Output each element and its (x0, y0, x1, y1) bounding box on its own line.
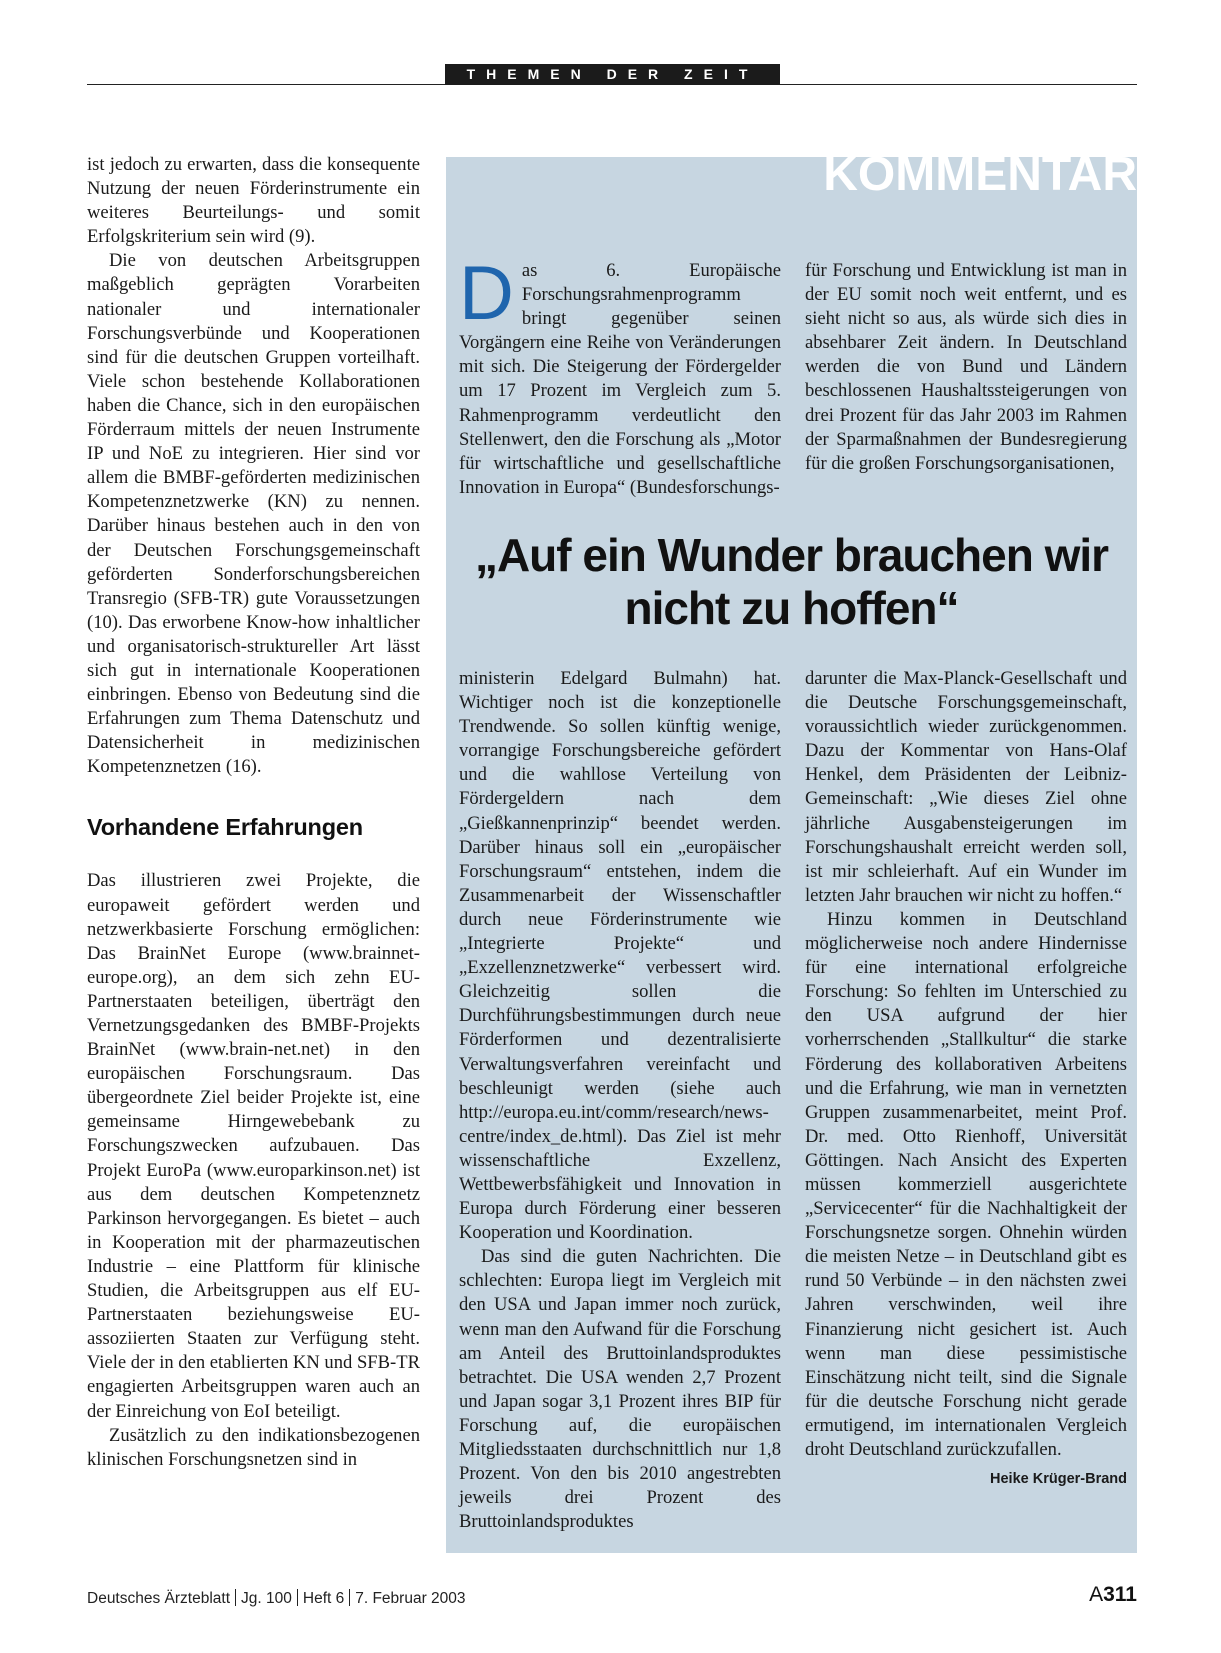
comment-paragraph-text: Hinzu kommen in Deutschland möglicherweise noch andere Hindernisse für eine international erfolgreiche Forschung: So fehlten im Unterschied zu den USA aufgrund der hier vorherrschenden „Stallkultur“ die starke Förderung des kollaborativen Arbeitens und die Erfahrung, wie man in vernetzten Gruppen zusammenarbeitet, meint Prof. Dr. med. Otto Rienhoff, Universität Göttingen. Nach Ansicht des Experten müssen kommerziell ausgerichtete „Servicecenter“ für die Nachhaltigkeit der Forschungsnetze sorgen. Ohnehin würden die meisten Netze – in Deutschland gibt es rund 50 Verbünde – in den nächsten zwei Jahren verschwinden, weil ihre Finanzierung nicht gesichert ist. Auch wenn man diese pessimistische Einschätzung nicht teilt, sind die Signale für die deutsche Forschung nicht gerade ermutigend, im internationalen Vergleich droht Deutschland zurückzufallen. (805, 908, 1127, 1460)
comment-column-4 (805, 667, 1127, 1491)
headline-line-2: nicht zu hoffen“ (624, 582, 959, 634)
journal-name: Deutsches Ärzteblatt (87, 1590, 231, 1607)
footer-separator (297, 1589, 298, 1606)
comment-paragraph (805, 908, 1127, 1488)
author-signature: Heike Krüger-Brand (990, 1471, 1127, 1488)
page-footer (87, 1589, 466, 1608)
journal-volume: Jg. 100 (241, 1590, 292, 1607)
comment-column-3 (459, 667, 781, 1534)
body-paragraph: Zusätzlich zu den indikationsbezogenen klinischen Forschungsnetzen sind in (87, 1424, 420, 1470)
page-prefix: A (1089, 1583, 1104, 1606)
headline-line-1: „Auf ein Wunder brauchen wir (474, 529, 1109, 581)
footer-separator (235, 1589, 236, 1606)
dropcap-letter: D (459, 251, 514, 336)
left-column (87, 153, 420, 1472)
comment-box (446, 148, 1137, 1553)
journal-issue: Heft 6 (302, 1590, 345, 1607)
comment-paragraph: für Forschung und Entwicklung ist man in der EU somit noch weit entfernt, und es sieht nicht so aus, als würde sich dies in absehbarer Zeit ändern. In Deutschland werden die von Bund und Ländern beschlossenen Haushaltssteigerungen von drei Prozent für das Jahr 2003 im Rahmen der Sparmaßnahmen der Bundesregierung für die großen Forschungsorganisationen, (805, 260, 1127, 474)
comment-paragraph: as 6. Europäische Forschungsrahmenprogramm bringt gegenüber seinen Vorgängern eine Reihe von Veränderungen mit sich. Die Steigerung der Fördergelder um 17 Prozent im Vergleich zum 5. Rahmenprogramm verdeutlicht den Stellenwert, den die Forschung als „Motor für wirtschaftliche und gesellschaftliche Innovation in Europa“ (Bundesforschungs- (459, 260, 781, 498)
footer-separator (349, 1589, 350, 1606)
body-paragraph: Die von deutschen Arbeitsgruppen maßgeblich geprägten Vorarbeiten nationaler und internationaler Forschungsverbünde und Kooperationen sind für die deutschen Gruppen vorteilhaft. Viele schon bestehende Kollaborationen haben die Chance, sich in den europäischen Förderraum mittels der neuen Instrumente IP und NoE zu integrieren. Hier sind vor allem die BMBF-geförderten medizinischen Kompetenznetzwerke (KN) zu nennen. Darüber hinaus bestehen auch in den von der Deutschen Forschungsgemeinschaft geförderten Sonderforschungsbereichen Transregio (SFB-TR) gute Voraussetzungen (10). Das erworbene Know-how inhaltlicher und organisatorisch-struktureller Art lässt sich gut in internationale Kooperationen einbringen. Ebenso von Bedeutung sind die Erfahrungen zum Thema Datenschutz und Datensicherheit in medizinischen Kompetenznetzen (16). (87, 250, 420, 778)
section-heading: Vorhandene Erfahrungen (87, 814, 363, 841)
comment-box-label: KOMMENTAR (823, 148, 1137, 201)
comment-headline (446, 529, 1137, 635)
comment-paragraph: darunter die Max-Planck-Gesellschaft und die Deutsche Forschungsgemeinschaft, voraussichtlich wieder zurückgenommen. Dazu der Kommentar von Hans-Olaf Henkel, dem Präsidenten der Leibniz-Gemeinschaft: „Wie dieses Ziel ohne jährliche Ausgabensteigerungen im Forschungshaushalt erreicht werden soll, ist mir schleierhaft. Auf ein Wunder im letzten Jahr brauchen wir nicht zu hoffen.“ (805, 668, 1127, 906)
journal-date: 7. Februar 2003 (355, 1590, 466, 1607)
comment-paragraph: Das sind die guten Nachrichten. Die schlechten: Europa liegt im Vergleich mit den USA und Japan immer noch zurück, wenn man den Aufwand für die Forschung am Anteil des Bruttoinlandsproduktes betrachtet. Die USA wenden 2,7 Prozent und Japan sogar 3,1 Prozent ihres BIP für Forschung auf, die europäischen Mitgliedsstaaten durchschnittlich nur 1,8 Prozent. Von den bis 2010 angestrebten jeweils drei Prozent des Bruttoinlandsproduktes (459, 1246, 781, 1533)
body-paragraph: ist jedoch zu erwarten, dass die konsequente Nutzung der neuen Förderinstrumente ein weiteres Beurteilungs- und somit Erfolgskriterium sein wird (9). (87, 154, 420, 248)
page-number (1089, 1583, 1137, 1607)
comment-paragraph: ministerin Edelgard Bulmahn) hat. Wichtiger noch ist die konzeptionelle Trendwende. So sollen künftig wenige, vorrangige Forschungsbereiche gefördert und die wahllose Verteilung von Fördergeldern nach dem „Gießkannenprinzip“ beendet werden. Darüber hinaus soll ein „europäischer Forschungsraum“ entstehen, indem die Zusammenarbeit der Wissenschaftler durch neue Förderinstrumente wie „Integrierte Projekte“ und „Exzellenznetzwerke“ verbessert wird. Gleichzeitig sollen die Durchführungsbestimmungen durch neue Förderformen und dezentralisierte Verwaltungsverfahren vereinfacht und beschleunigt werden (siehe auch http://europa.eu.int/comm/research/news-centre/index_de.html). Das Ziel ist mehr wissenschaftliche Exzellenz, Wettbewerbsfähigkeit und Innovation in Europa durch Förderung einer besseren Kooperation und Koordination. (459, 668, 781, 1244)
comment-column-2 (805, 259, 1127, 476)
page-number-value: 311 (1103, 1583, 1137, 1606)
section-label: THEMEN DER ZEIT (445, 64, 780, 85)
comment-column-1 (459, 251, 781, 500)
body-paragraph: Das illustrieren zwei Projekte, die europaweit gefördert werden und netzwerkbasierte Forschung ermöglichen: Das BrainNet Europe (www.brainnet-europe.org), an dem sich zehn EU-Partnerstaaten beteiligen, überträgt den Vernetzungsgedanken des BMBF-Projekts BrainNet (www.brain-net.net) in den europäischen Forschungsraum. Das übergeordnete Ziel beider Projekte ist, eine gemeinsame Hirngewebebank zu Forschungszwecken aufzubauen. Das Projekt EuroPa (www.europarkinson.net) ist aus dem deutschen Kompetenznetz Parkinson hervorgegangen. Es bietet – auch in Kooperation mit der pharmazeutischen Industrie – eine Plattform für klinische Studien, die Arbeitsgruppen aus elf EU-Partnerstaaten beziehungsweise EU-assoziierten Staaten zur Verfügung steht. Viele der in den etablierten KN und SFB-TR engagierten Arbeitsgruppen waren auch an der Einreichung von EoI beteiligt. (87, 870, 420, 1422)
